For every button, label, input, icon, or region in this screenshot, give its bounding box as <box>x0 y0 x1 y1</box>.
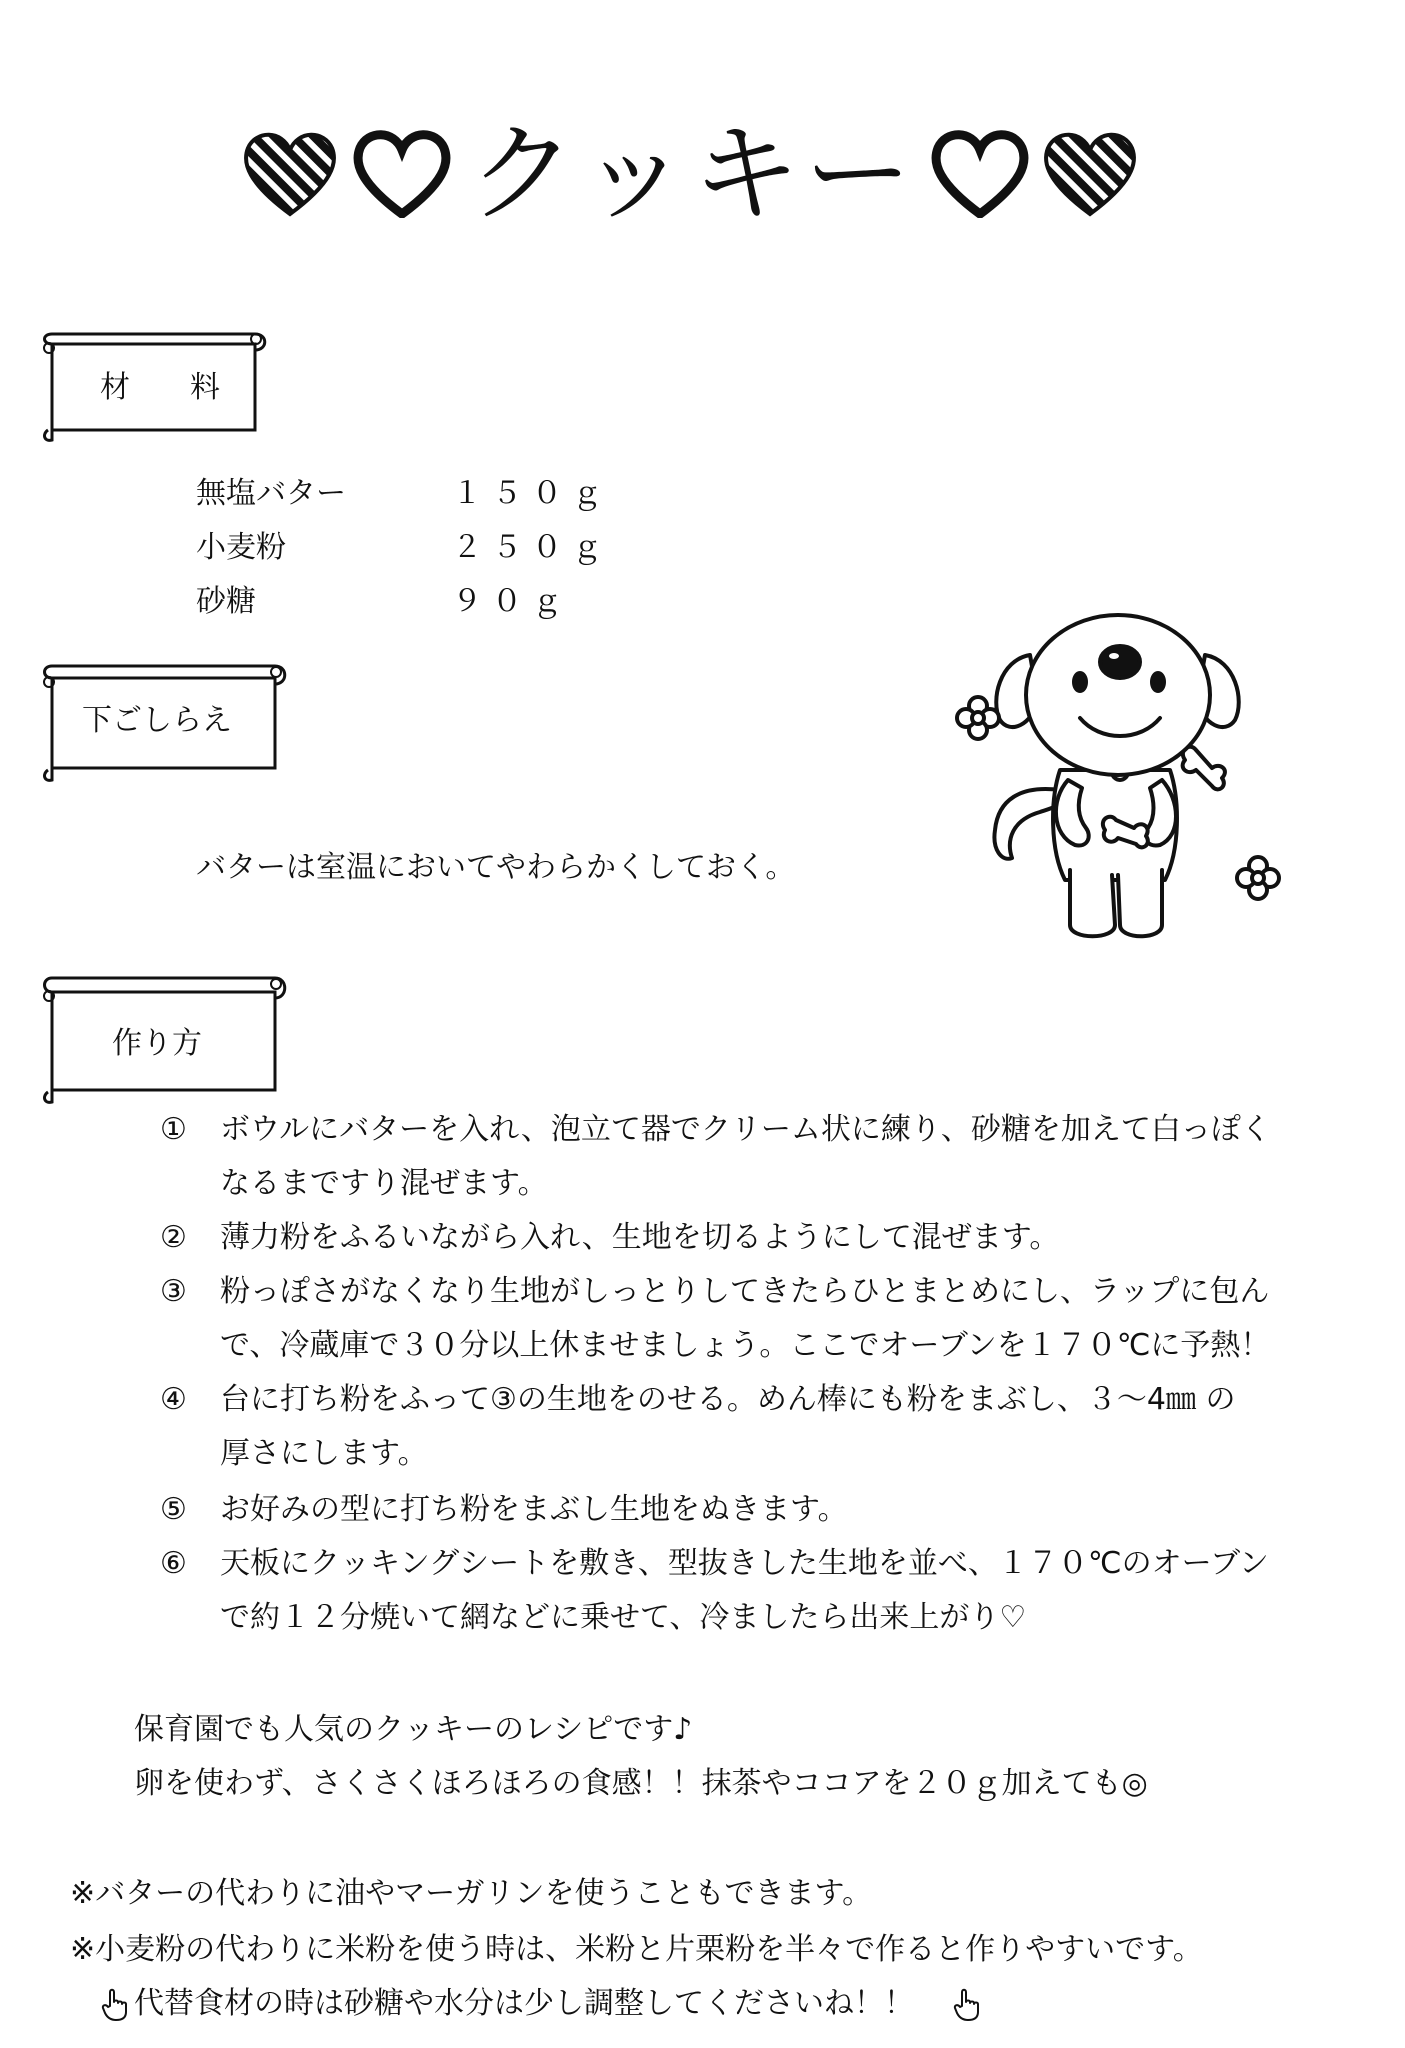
ingredients-heading: 材 料 <box>100 370 220 405</box>
step-text: お好みの型に打ち粉をまぶし生地をぬきます。 <box>220 1492 848 1527</box>
dog-icon <box>940 600 1300 960</box>
step-text: なるまですり混ぜます。 <box>220 1166 548 1201</box>
step-text: 粉っぽさがなくなり生地がしっとりしてきたらひとまとめにし、ラップに包ん <box>220 1274 1270 1309</box>
step-text: ボウルにバターを入れ、泡立て器でクリーム状に練り、砂糖を加えて白っぽく <box>220 1112 1271 1147</box>
comment-line: 保育園でも人気のクッキーのレシピです♪ <box>134 1712 693 1747</box>
outline-heart-icon <box>352 128 452 218</box>
step-number: ② <box>160 1220 187 1255</box>
prep-text: バターは室温においてやわらかくしておく。 <box>196 850 796 885</box>
step-number: ③ <box>160 1274 187 1309</box>
ingredient-qty: ２５０ｇ <box>452 530 612 565</box>
step-number: ⑥ <box>160 1546 187 1581</box>
step-number: ① <box>160 1112 187 1147</box>
ingredient-name: 砂糖 <box>196 584 256 619</box>
method-heading: 作り方 <box>112 1026 202 1061</box>
ingredient-qty: ９０ｇ <box>452 584 572 619</box>
title-row <box>0 110 1405 240</box>
step-text: 厚さにします。 <box>220 1436 428 1471</box>
ingredient-name: 小麦粉 <box>196 530 286 565</box>
step-text: で約１２分焼いて網などに乗せて、冷ましたら出来上がり♡ <box>220 1600 1027 1635</box>
note-line: ※小麦粉の代わりに米粉を使う時は、米粉と片栗粉を半々で作ると作りやすいです。 <box>70 1932 1203 1967</box>
pointing-hand-icon <box>100 1988 130 2022</box>
ingredient-name: 無塩バター <box>196 476 346 511</box>
striped-heart-icon <box>1040 128 1140 218</box>
ingredient-qty: １５０ｇ <box>452 476 612 511</box>
prep-banner <box>40 658 290 788</box>
note-line: ※バターの代わりに油やマーガリンを使うこともできます。 <box>70 1876 873 1911</box>
step-text: 天板にクッキングシートを敷き、型抜きした生地を並べ、１７０℃のオーブン <box>220 1546 1269 1581</box>
prep-heading: 下ごしらえ <box>82 703 232 738</box>
pointing-hand-icon <box>952 1988 982 2022</box>
note-tip-text: 代替食材の時は砂糖や水分は少し調整してくださいね！！ <box>134 1986 914 2021</box>
step-text: 薄力粉をふるいながら入れ、生地を切るようにして混ぜます。 <box>220 1220 1060 1255</box>
page-title: クッキー <box>467 112 916 237</box>
outline-heart-icon <box>930 128 1030 218</box>
note-tip-row <box>100 1984 1200 2028</box>
step-number: ④ <box>160 1382 187 1417</box>
step-number: ⑤ <box>160 1492 187 1527</box>
comment-line: 卵を使わず、さくさくほろほろの食感！！抹茶やココアを２０ｇ加えても◎ <box>134 1766 1148 1801</box>
step-text: で、冷蔵庫で３０分以上休ませましょう。ここでオーブンを１７０℃に予熱！ <box>220 1328 1271 1363</box>
step-text: 台に打ち粉をふって③の生地をのせる。めん棒にも粉をまぶし、３～4㎜ の <box>220 1382 1236 1417</box>
striped-heart-icon <box>240 128 340 218</box>
method-banner <box>40 968 290 1108</box>
ingredients-banner <box>40 330 270 445</box>
